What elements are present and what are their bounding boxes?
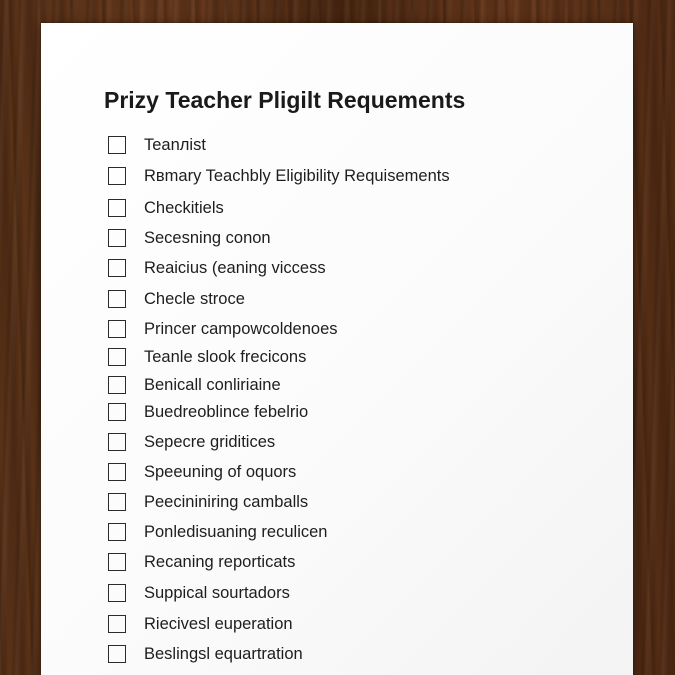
checkbox[interactable]: [108, 433, 126, 451]
checklist-item: [108, 614, 588, 634]
checklist-item-label: Reaicius (eaning viccess: [144, 258, 326, 277]
checklist-item-label: Benicall conliriaine: [144, 375, 281, 394]
checklist-item-label: Princer campowcoldenoes: [144, 319, 338, 338]
checklist-item: [108, 432, 588, 452]
checklist-item: [108, 492, 588, 512]
checklist-item: [108, 522, 588, 542]
checklist-item: [108, 402, 588, 422]
checklist-item-label: Riecivesl euperation: [144, 614, 293, 633]
page-title: Prizy Teacher Pligilt Requements: [104, 87, 466, 113]
checkbox[interactable]: [108, 615, 126, 633]
checklist-item-label: Teanle slook frecicons: [144, 347, 307, 366]
checkbox[interactable]: [108, 229, 126, 247]
checkbox[interactable]: [108, 348, 126, 366]
checkbox[interactable]: [108, 645, 126, 663]
checklist-item-label: Sepecre griditices: [144, 432, 276, 451]
checklist-item: [108, 198, 588, 218]
checklist-item: [108, 166, 588, 186]
checklist-item-label: Checle stroce: [144, 289, 245, 308]
checklist-item-label: Speeuning of oquors: [144, 462, 297, 481]
checklist-item: [108, 319, 588, 339]
checklist-item-label: Ponledisuaning reculicen: [144, 522, 328, 541]
checklist-item: [108, 552, 588, 572]
checklist-item: [108, 583, 588, 603]
checklist-item-label: Secesning conon: [144, 228, 271, 247]
checkbox[interactable]: [108, 290, 126, 308]
checkbox[interactable]: [108, 493, 126, 511]
checkbox[interactable]: [108, 463, 126, 481]
checkbox[interactable]: [108, 403, 126, 421]
checkbox[interactable]: [108, 584, 126, 602]
checkbox[interactable]: [108, 167, 126, 185]
checklist-item-label: Rвmary Teachbly Eligibility Requisements: [144, 166, 450, 185]
checklist-item: [108, 135, 588, 155]
checklist-item-label: Beslingsl equartration: [144, 644, 303, 663]
checklist-item-label: Checkitiels: [144, 198, 224, 217]
checklist-item: [108, 462, 588, 482]
checklist-item: [108, 258, 588, 278]
checklist-item-label: Recaning reporticats: [144, 552, 296, 571]
checklist-item: [108, 644, 588, 664]
checklist-item-label: Buedreoblince febelrio: [144, 402, 309, 421]
checklist-item: [108, 228, 588, 248]
checklist-item-label: Suppical sourtadors: [144, 583, 290, 602]
checklist-item-label: Peecininiring camballs: [144, 492, 309, 511]
checklist-item: [108, 375, 588, 395]
checkbox[interactable]: [108, 136, 126, 154]
checkbox[interactable]: [108, 523, 126, 541]
checkbox[interactable]: [108, 553, 126, 571]
checklist-item: [108, 289, 588, 309]
checklist-item-label: Teanлist: [144, 135, 206, 154]
checkbox[interactable]: [108, 199, 126, 217]
checklist-item: [108, 347, 588, 367]
checkbox[interactable]: [108, 320, 126, 338]
checkbox[interactable]: [108, 259, 126, 277]
checkbox[interactable]: [108, 376, 126, 394]
